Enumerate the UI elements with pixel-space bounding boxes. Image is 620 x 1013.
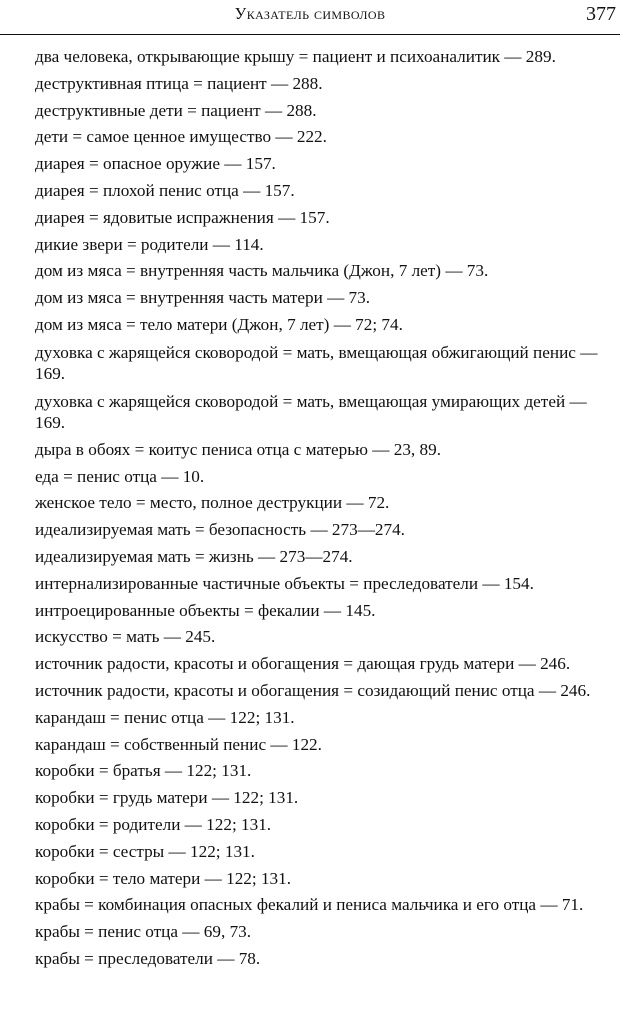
index-entry: крабы = комбинация опасных фекалий и пениса мальчика и его отца — 71. (35, 895, 584, 915)
index-entry: карандаш = собственный пенис — 122. (35, 734, 322, 754)
running-header (0, 0, 620, 35)
index-entry: коробки = тело матери — 122; 131. (35, 868, 292, 888)
index-entry: коробки = родители — 122; 131. (35, 814, 272, 834)
symbol-index-list (35, 44, 620, 973)
index-entry: женское тело = место, полное деструкции — 72. (35, 493, 390, 513)
index-entry: дыра в обоях = коитус пениса отца с матерью — 23, 89. (35, 439, 442, 459)
index-entry: два человека, открывающие крышу = пациент и психоаналитик — 289. (35, 47, 556, 66)
index-entry: духовка с жарящейся сковородой = мать, вмещающая умирающих детей — 169. (35, 391, 587, 433)
index-entry: дом из мяса = внутренняя часть матери — 73. (35, 288, 371, 308)
index-entry: диарея = ядовитые испражнения — 157. (35, 207, 330, 227)
index-entry: духовка с жарящейся сковородой = мать, вмещающая обжигающий пенис — 169. (35, 342, 598, 384)
index-entry: дети = самое ценное имущество — 222. (35, 127, 327, 147)
index-entry: интернализированные частичные объекты = преследователи — 154. (35, 573, 534, 593)
index-entry: крабы = преследователи — 78. (35, 948, 261, 968)
index-entry: дом из мяса = тело матери (Джон, 7 лет) — 72; 74. (35, 314, 403, 334)
index-entry: коробки = сестры — 122; 131. (35, 841, 255, 861)
index-entry: интроецированные объекты = фекалии — 145. (35, 600, 376, 620)
index-entry: источник радости, красоты и обогащения = дающая грудь матери — 246. (35, 654, 571, 674)
index-entry: идеализируемая мать = безопасность — 273—274. (35, 520, 405, 540)
index-entry: деструктивная птица = пациент — 288. (35, 73, 323, 93)
index-entry: дом из мяса = внутренняя часть мальчика (Джон, 7 лет) — 73. (35, 261, 489, 281)
index-entry: искусство = мать — 245. (35, 627, 216, 647)
index-entry: коробки = братья — 122; 131. (35, 761, 252, 781)
page-number: 377 (586, 3, 616, 25)
index-entry: коробки = грудь матери — 122; 131. (35, 788, 299, 808)
index-entry: диарея = плохой пенис отца — 157. (35, 180, 295, 200)
index-entry: крабы = пенис отца — 69, 73. (35, 922, 252, 942)
index-entry: идеализируемая мать = жизнь — 273—274. (35, 546, 353, 566)
index-entry: еда = пенис отца — 10. (35, 466, 205, 486)
index-entry: источник радости, красоты и обогащения = созидающий пенис отца — 246. (35, 680, 591, 700)
index-entry: диарея = опасное оружие — 157. (35, 154, 276, 174)
index-entry: деструктивные дети = пациент — 288. (35, 100, 317, 120)
index-entry: дикие звери = родители — 114. (35, 234, 264, 254)
index-entry: карандаш = пенис отца — 122; 131. (35, 707, 295, 727)
running-title: Указатель символов (234, 4, 386, 23)
